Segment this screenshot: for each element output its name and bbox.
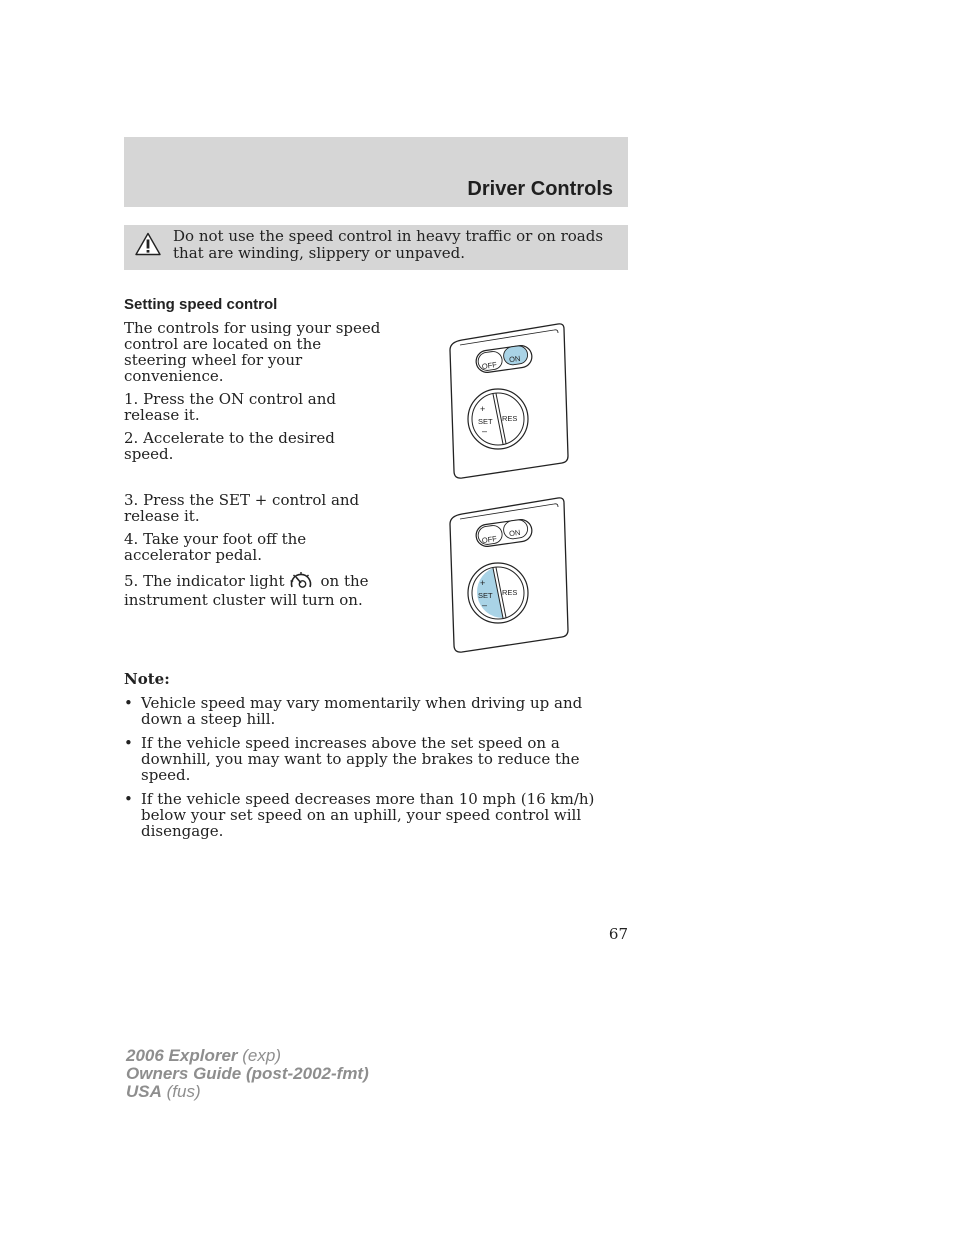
section-heading: Setting speed control — [124, 296, 278, 313]
footer-line-2: Owners Guide (post-2002-fmt) — [126, 1064, 369, 1083]
warning-box — [124, 225, 628, 270]
plus-label: + — [480, 404, 486, 414]
speed-control-switch-illustration-set — [440, 492, 580, 662]
list-item: • If the vehicle speed increases above the set speed on a downhill, you may want to apply the brakes to reduce the speed. — [124, 734, 580, 784]
note-list — [124, 695, 624, 847]
section-header-band — [124, 137, 628, 207]
warning-triangle-icon — [135, 232, 161, 256]
bullet-marker: • — [124, 694, 133, 712]
on-label: ON — [508, 353, 521, 365]
plus-label: + — [480, 578, 486, 588]
step-2: 2. Accelerate to the desired speed. — [124, 429, 335, 463]
warning-text: Do not use the speed control in heavy traffic or on roads that are winding, slippery or unpaved. — [173, 227, 604, 262]
on-label: ON — [508, 527, 521, 539]
step-4: 4. Take your foot off the accelerator pedal. — [124, 530, 307, 564]
step-5-text-after: on the instrument cluster will turn on. — [124, 572, 369, 609]
footer-line-3: USA (fus) — [126, 1082, 201, 1101]
step-3: 3. Press the SET + control and release it. — [124, 491, 360, 525]
document-footer — [126, 1047, 369, 1101]
bullet-marker: • — [124, 734, 133, 752]
minus-label: – — [482, 426, 488, 436]
res-label: RES — [502, 588, 518, 597]
speed-control-indicator-icon — [288, 570, 314, 592]
intro-paragraph: The controls for using your speed control are located on the steering wheel for your convenience. — [124, 319, 381, 385]
page-number: 67 — [608, 925, 628, 943]
off-label: OFF — [481, 360, 498, 372]
note-label: Note: — [124, 670, 170, 688]
section-title: Driver Controls — [467, 178, 613, 200]
list-item: • Vehicle speed may vary momentarily when driving up and down a steep hill. — [124, 694, 583, 728]
steps-group-1 — [124, 320, 384, 469]
steps-group-2 — [124, 492, 384, 615]
set-label: SET — [478, 417, 493, 426]
footer-line-1: 2006 Explorer (exp) — [126, 1046, 281, 1065]
minus-label: – — [482, 600, 488, 610]
list-item: • If the vehicle speed decreases more than 10 mph (16 km/h) below your set speed on an uphill, your speed control will disengage. — [124, 790, 595, 840]
set-label: SET — [478, 591, 493, 600]
res-label: RES — [502, 414, 518, 423]
step-5 — [124, 570, 384, 608]
step-5-text-before: 5. The indicator light — [124, 572, 285, 590]
bullet-marker: • — [124, 790, 133, 808]
off-label: OFF — [481, 534, 498, 546]
step-1: 1. Press the ON control and release it. — [124, 390, 336, 424]
speed-control-switch-illustration-on — [440, 318, 580, 488]
